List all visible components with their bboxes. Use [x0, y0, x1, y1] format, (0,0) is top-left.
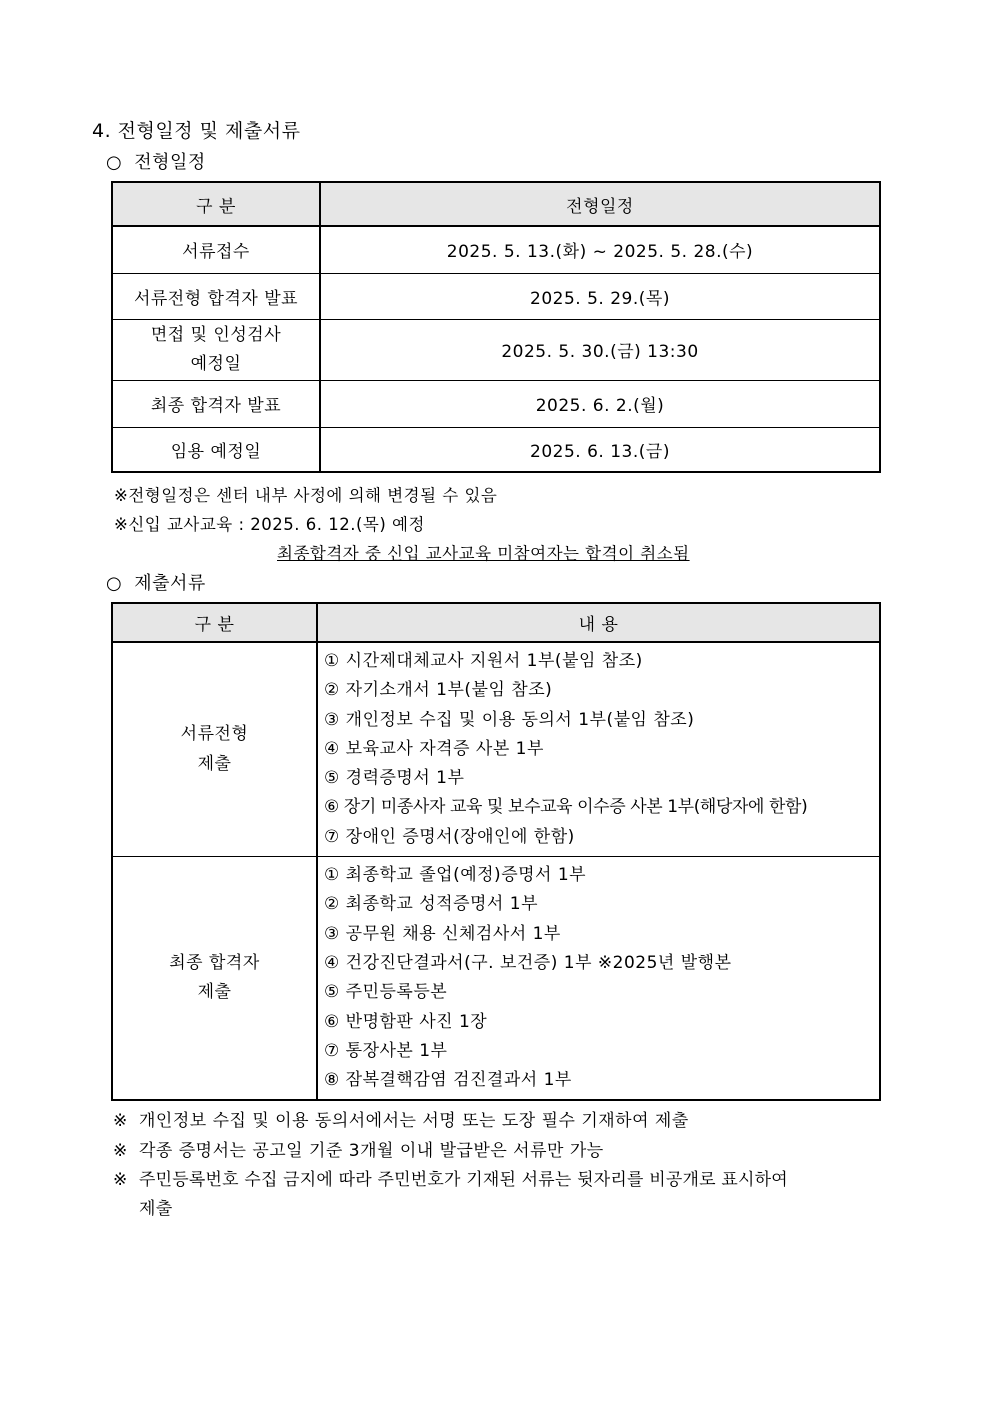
schedule-header-date: 전형일정 [320, 182, 880, 226]
footnote-continuation: 제출 [139, 1199, 173, 1219]
list-item: ⑧ 잠복결핵감염 검진결과서 1부 [324, 1070, 572, 1091]
footnote-text: 주민등록번호 수집 금지에 따라 주민번호가 기재된 서류는 뒷자리를 비공개로 표시하여 [139, 1170, 788, 1190]
list-item: ③ 공무원 채용 신체검사서 1부 [324, 923, 561, 944]
row-label: 서류접수 [112, 226, 320, 273]
group-label [112, 857, 317, 1101]
list-item: ① 시간제대체교사 지원서 1부(붙임 참조) [324, 651, 643, 671]
group-items [317, 642, 880, 857]
row-label-line1: 면접 및 인성검사 [150, 324, 282, 345]
documents-subtitle [106, 569, 206, 595]
group-label-line2: 제출 [197, 982, 232, 1003]
documents-header-category: 구 분 [112, 603, 317, 642]
circle-bullet-icon: ○ [106, 573, 123, 594]
documents-table [111, 602, 881, 1101]
list-item: ① 최종학교 졸업(예정)증명서 1부 [324, 865, 587, 886]
list-item: ④ 건강진단결과서(구. 보건증) 1부 ※2025년 발행본 [324, 952, 732, 973]
list-item: ⑥ 반명함판 사진 1장 [324, 1011, 488, 1032]
circle-bullet-icon: ○ [106, 152, 123, 173]
footnote [113, 1165, 788, 1190]
list-item: ③ 개인정보 수집 및 이용 동의서 1부(붙임 참조) [324, 709, 695, 730]
table-row [112, 380, 880, 427]
footnote-text: 각종 증명서는 공고일 기준 3개월 이내 발급받은 서류만 가능 [139, 1141, 604, 1161]
table-row [112, 427, 880, 472]
list-item: ② 최종학교 성적증명서 1부 [324, 894, 538, 915]
schedule-underlined-note: 최종합격자 중 신입 교사교육 미참여자는 합격이 취소됨 [277, 544, 690, 563]
list-item: ⑦ 장애인 증명서(장애인에 한함) [324, 826, 575, 847]
row-value: 2025. 6. 2.(월) [320, 380, 880, 427]
table-row [112, 319, 880, 380]
reference-mark-icon: ※ [113, 1141, 128, 1161]
footnote [113, 1136, 604, 1161]
reference-mark-icon: ※ [113, 1170, 128, 1190]
schedule-table [111, 181, 881, 473]
documents-header-row [112, 603, 880, 642]
schedule-note: ※전형일정은 센터 내부 사정에 의해 변경될 수 있음 [114, 486, 498, 505]
row-label-line2: 예정일 [190, 353, 242, 374]
schedule-note: ※신입 교사교육 : 2025. 6. 12.(목) 예정 [114, 515, 425, 534]
schedule-subtitle-text: 전형일정 [134, 152, 206, 173]
group-label [112, 642, 317, 857]
row-label [112, 319, 320, 380]
schedule-header-row [112, 182, 880, 226]
list-item: ⑤ 주민등록등본 [324, 982, 448, 1003]
group-label-line1: 서류전형 [180, 723, 249, 744]
table-row [112, 273, 880, 319]
footnote [113, 1106, 689, 1131]
row-value: 2025. 5. 13.(화) ~ 2025. 5. 28.(수) [320, 226, 880, 273]
group-label-line1: 최종 합격자 [169, 952, 260, 973]
row-value: 2025. 5. 29.(목) [320, 273, 880, 319]
section-title: 4. 전형일정 및 제출서류 [92, 120, 301, 142]
row-label: 임용 예정일 [112, 427, 320, 472]
documents-subtitle-text: 제출서류 [134, 573, 206, 594]
group-items [317, 857, 880, 1101]
list-item: ② 자기소개서 1부(붙임 참조) [324, 680, 553, 701]
group-label-line2: 제출 [197, 753, 232, 774]
row-value: 2025. 6. 13.(금) [320, 427, 880, 472]
list-item: ⑤ 경력증명서 1부 [324, 768, 465, 789]
row-value: 2025. 5. 30.(금) 13:30 [320, 319, 880, 380]
reference-mark-icon: ※ [113, 1111, 128, 1131]
footnote-text: 개인정보 수집 및 이용 동의서에서는 서명 또는 도장 필수 기재하여 제출 [139, 1111, 689, 1131]
list-item: ⑦ 통장사본 1부 [324, 1040, 448, 1061]
list-item: ④ 보육교사 자격증 사본 1부 [324, 738, 544, 759]
list-item: ⑥ 장기 미종사자 교육 및 보수교육 이수증 사본 1부(해당자에 한함) [324, 797, 808, 818]
schedule-header-category: 구 분 [112, 182, 320, 226]
table-row [112, 642, 880, 857]
row-label: 서류전형 합격자 발표 [112, 273, 320, 319]
schedule-subtitle [106, 148, 206, 174]
table-row [112, 857, 880, 1101]
documents-header-content: 내 용 [317, 603, 880, 642]
table-row [112, 226, 880, 273]
row-label: 최종 합격자 발표 [112, 380, 320, 427]
